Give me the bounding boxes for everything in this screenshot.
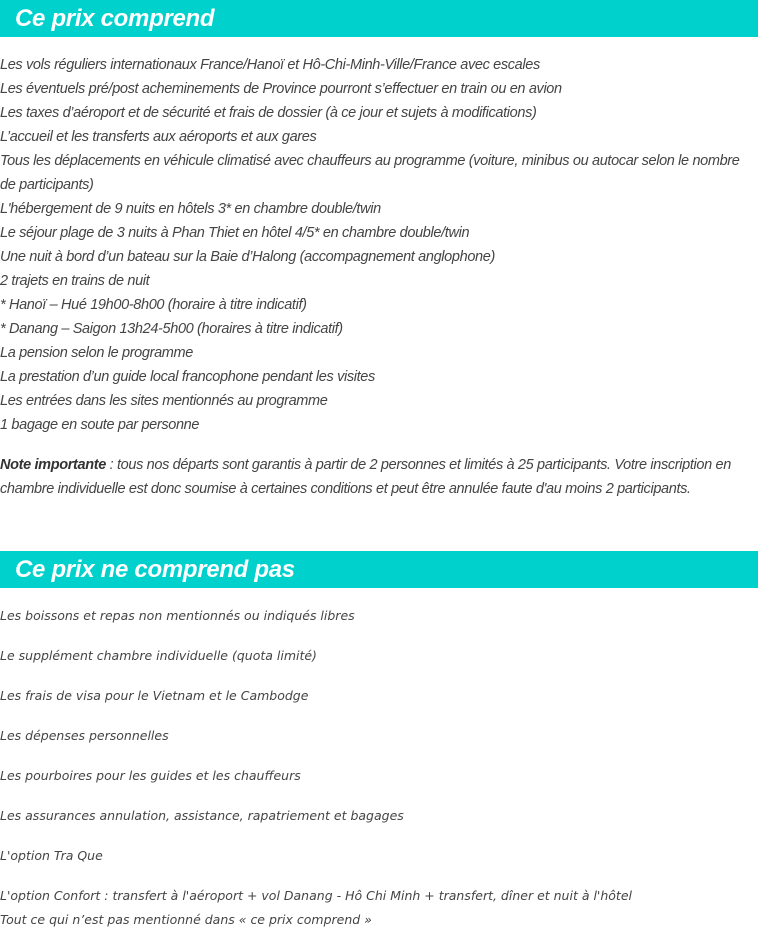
list-item: L'option Confort : transfert à l'aéroport + vol Danang - Hô Chi Minh + transfert, dîner et nuit à l'hôtel <box>0 888 633 903</box>
list-item: Le séjour plage de 3 nuits à Phan Thiet en hôtel 4/5* en chambre double/twin <box>0 225 470 241</box>
list-item: L'option Tra Que <box>0 848 103 863</box>
list-item: Les assurances annulation, assistance, rapatriement et bagages <box>0 808 404 823</box>
included-section-header <box>0 0 758 37</box>
list-item: Les entrées dans les sites mentionnés au programme <box>0 393 328 409</box>
list-item: Les boissons et repas non mentionnés ou indiqués libres <box>0 608 355 623</box>
list-item: Les dépenses personnelles <box>0 728 169 743</box>
list-item: Le supplément chambre individuelle (quota limité) <box>0 648 317 663</box>
list-item: Les taxes d’aéroport et de sécurité et frais de dossier (à ce jour et sujets à modifications) <box>0 105 537 121</box>
list-item: Les vols réguliers internationaux France/Hanoï et Hô-Chi-Minh-Ville/France avec escales <box>0 57 540 73</box>
list-item: 2 trajets en trains de nuit <box>0 273 150 289</box>
list-item: La pension selon le programme <box>0 345 193 361</box>
important-note <box>0 453 750 501</box>
list-item: * Hanoï – Hué 19h00-8h00 (horaire à titre indicatif) <box>0 297 307 313</box>
list-item: L'hébergement de 9 nuits en hôtels 3* en chambre double/twin <box>0 201 381 217</box>
list-item: La prestation d’un guide local francophone pendant les visites <box>0 369 375 385</box>
excluded-section-title: Ce prix ne comprend pas <box>15 556 295 583</box>
list-item: Les pourboires pour les guides et les chauffeurs <box>0 768 301 783</box>
included-list <box>0 53 745 437</box>
list-item: L’accueil et les transferts aux aéroports et aux gares <box>0 129 317 145</box>
excluded-section-header <box>0 551 758 588</box>
list-item: Les éventuels pré/post acheminements de Province pourront s’effectuer en train ou en avion <box>0 81 562 97</box>
important-note-text: : tous nos départs sont garantis à partir de 2 personnes et limités à 25 participants. Votre inscription en chambre individuelle est donc soumise à certaines conditions et peut être annulée faute d'au moins 2 participants. <box>0 457 731 497</box>
included-section-title: Ce prix comprend <box>15 5 215 32</box>
important-note-label: Note importante <box>0 457 106 473</box>
list-item: Une nuit à bord d’un bateau sur la Baie d’Halong (accompagnement anglophone) <box>0 249 495 265</box>
list-item: * Danang – Saigon 13h24-5h00 (horaires à titre indicatif) <box>0 321 343 337</box>
list-item: 1 bagage en soute par personne <box>0 417 200 433</box>
list-item: Tous les déplacements en véhicule climatisé avec chauffeurs au programme (voiture, minibus ou autocar selon le nombre de participants) <box>0 153 740 193</box>
list-item: Tout ce qui n’est pas mentionné dans « ce prix comprend » <box>0 912 372 927</box>
list-item: Les frais de visa pour le Vietnam et le Cambodge <box>0 688 309 703</box>
